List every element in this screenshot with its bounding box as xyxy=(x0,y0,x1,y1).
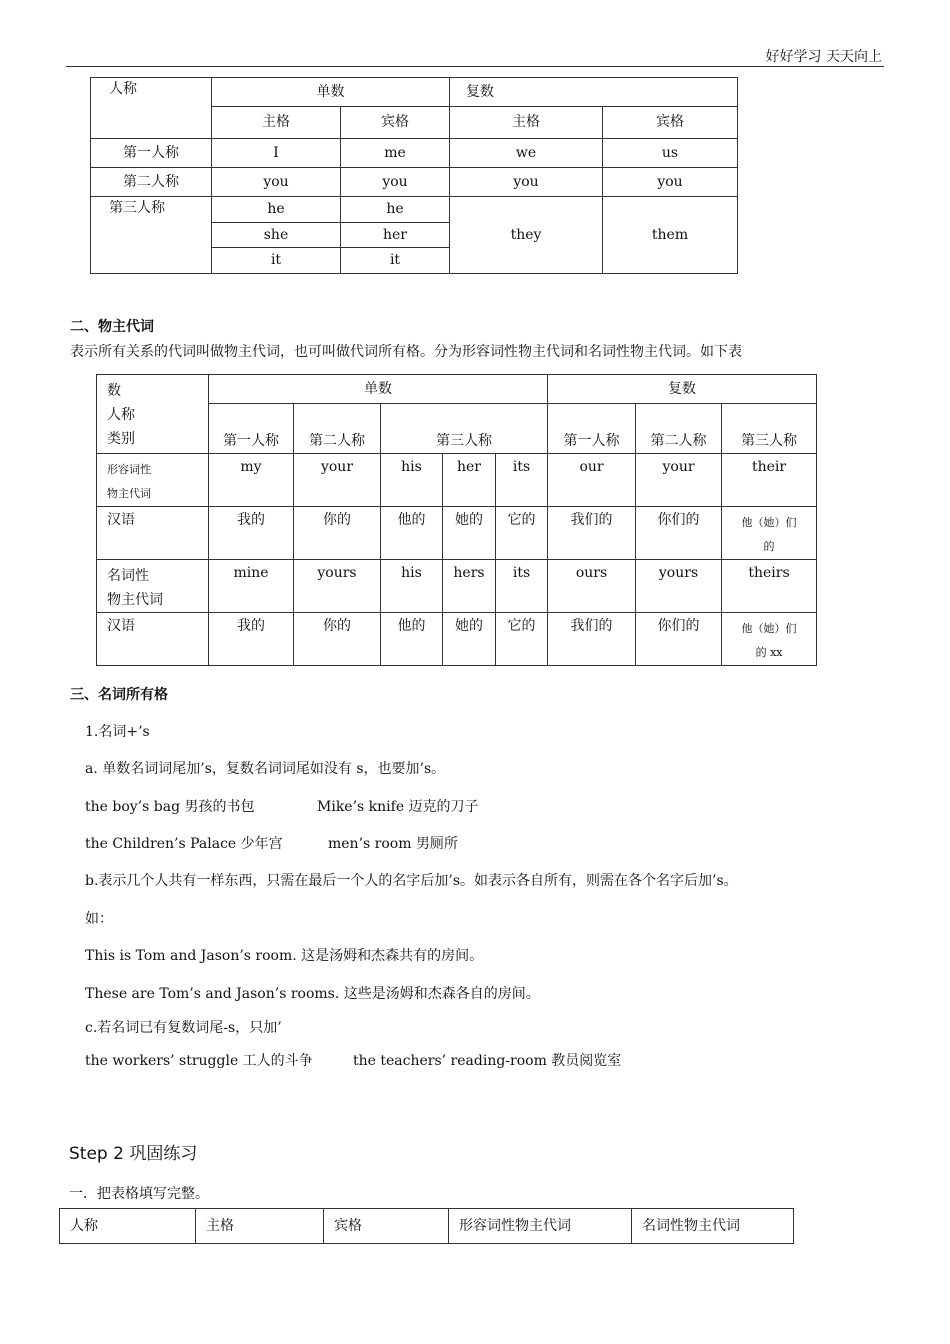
corner-label: 人称 xyxy=(107,407,135,423)
plural-header: 复数 xyxy=(548,375,817,404)
cell: its xyxy=(496,560,548,613)
row-label xyxy=(97,454,209,507)
cell: their xyxy=(722,454,817,507)
cell: mine xyxy=(209,560,294,613)
cell: 他的 xyxy=(381,613,443,666)
section-heading: 三、名词所有格 xyxy=(70,687,168,703)
cell: our xyxy=(548,454,636,507)
cell: 她的 xyxy=(443,613,496,666)
row-label: 第二人称 xyxy=(91,168,212,197)
singular-header: 单数 xyxy=(209,375,548,404)
row-label: 汉语 xyxy=(97,507,209,560)
cell: her xyxy=(443,454,496,507)
example: the workers’ struggle 工人的斗争 xyxy=(85,1053,313,1069)
step-title: Step 2 巩固练习 xyxy=(69,1144,198,1164)
cell: 它的 xyxy=(496,507,548,560)
cell: it xyxy=(341,248,450,274)
person-header: 第一人称 xyxy=(548,404,636,454)
exercise-header: 名词性物主代词 xyxy=(632,1209,794,1244)
table-row xyxy=(91,168,738,197)
cell: 你的 xyxy=(294,613,381,666)
singular-subj-header: 主格 xyxy=(212,107,341,139)
page-header: 好好学习 天天向上 xyxy=(765,49,882,65)
person-header: 第三人称 xyxy=(722,404,817,454)
corner-header: 人称 xyxy=(91,78,212,139)
singular-header: 单数 xyxy=(212,78,450,107)
paragraph: a. 单数名词词尾加’s，复数名词词尾如没有 s，也要加’s。 xyxy=(85,761,446,777)
task-instruction: 一．把表格填写完整。 xyxy=(69,1186,209,1202)
cell: 我的 xyxy=(209,613,294,666)
cell-line: 他（她）们 xyxy=(741,622,797,635)
table-row xyxy=(97,454,817,507)
cell: your xyxy=(636,454,722,507)
cell: ours xyxy=(548,560,636,613)
person-header: 第二人称 xyxy=(294,404,381,454)
cell: us xyxy=(603,139,738,168)
corner-label: 类别 xyxy=(107,431,135,447)
cell: 我们的 xyxy=(548,613,636,666)
exercise-header: 人称 xyxy=(60,1209,196,1244)
cell xyxy=(722,507,817,560)
cell: 你们的 xyxy=(636,507,722,560)
cell: he xyxy=(212,197,341,223)
cell: her xyxy=(341,223,450,248)
paragraph: 1.名词+’s xyxy=(85,724,150,740)
exercise-header: 宾格 xyxy=(324,1209,449,1244)
cell: his xyxy=(381,560,443,613)
possessive-pronoun-table xyxy=(96,374,817,666)
cell: yours xyxy=(294,560,381,613)
row-label xyxy=(97,560,209,613)
cell: 他的 xyxy=(381,507,443,560)
paragraph: 如： xyxy=(85,911,113,927)
paragraph: c.若名词已有复数词尾-s，只加’ xyxy=(85,1020,282,1036)
cell: 我的 xyxy=(209,507,294,560)
cell: they xyxy=(450,197,603,274)
row-label-line: 物主代词 xyxy=(107,487,151,500)
row-label-line: 形容词性 xyxy=(107,463,151,476)
cell: it xyxy=(212,248,341,274)
exercise-header: 主格 xyxy=(196,1209,324,1244)
example: Mike’s knife 迈克的刀子 xyxy=(317,799,479,815)
paragraph: These are Tom’s and Jason’s rooms. 这些是汤姆和杰森各自的房间。 xyxy=(85,986,540,1002)
cell: 她的 xyxy=(443,507,496,560)
paragraph: This is Tom and Jason’s room. 这是汤姆和杰森共有的房间。 xyxy=(85,948,484,964)
exercise-header: 形容词性物主代词 xyxy=(449,1209,632,1244)
cell: 我们的 xyxy=(548,507,636,560)
person-header: 第二人称 xyxy=(636,404,722,454)
cell: its xyxy=(496,454,548,507)
example: men’s room 男厕所 xyxy=(328,836,458,852)
table-row xyxy=(97,507,817,560)
row-label: 第一人称 xyxy=(91,139,212,168)
cell: me xyxy=(341,139,450,168)
singular-obj-header: 宾格 xyxy=(341,107,450,139)
cell: your xyxy=(294,454,381,507)
cell: 它的 xyxy=(496,613,548,666)
cell: theirs xyxy=(722,560,817,613)
personal-pronoun-table xyxy=(90,77,738,274)
cell-line: 的 xyxy=(763,540,775,553)
table-row xyxy=(97,560,817,613)
plural-header: 复数 xyxy=(450,78,738,107)
cell: she xyxy=(212,223,341,248)
cell: 你们的 xyxy=(636,613,722,666)
cell: he xyxy=(341,197,450,223)
section-heading: 二、物主代词 xyxy=(70,319,154,335)
cell: his xyxy=(381,454,443,507)
cell: you xyxy=(450,168,603,197)
cell: you xyxy=(603,168,738,197)
row-label: 汉语 xyxy=(97,613,209,666)
row-label-line: 物主代词 xyxy=(107,592,163,608)
corner-label: 数 xyxy=(107,383,121,399)
example: the boy’s bag 男孩的书包 xyxy=(85,799,255,815)
plural-subj-header: 主格 xyxy=(450,107,603,139)
example: the Children’s Palace 少年宫 xyxy=(85,836,283,852)
cell: I xyxy=(212,139,341,168)
table-row xyxy=(91,197,738,223)
header-divider xyxy=(66,66,884,67)
person-header: 第三人称 xyxy=(381,404,548,454)
cell: you xyxy=(341,168,450,197)
section-intro: 表示所有关系的代词叫做物主代词，也可叫做代词所有格。分为形容词性物主代词和名词性物主代词。如下表 xyxy=(70,344,742,360)
corner-header xyxy=(97,375,209,454)
cell: 你的 xyxy=(294,507,381,560)
table-row xyxy=(91,139,738,168)
cell: we xyxy=(450,139,603,168)
paragraph: b.表示几个人共有一样东西，只需在最后一个人的名字后加’s。如表示各自所有，则需在各个名字后加’s。 xyxy=(85,873,738,889)
plural-obj-header: 宾格 xyxy=(603,107,738,139)
cell-line: 的 xx xyxy=(755,646,783,659)
example: the teachers’ reading-room 教员阅览室 xyxy=(353,1053,622,1069)
table-row xyxy=(97,613,817,666)
person-header: 第一人称 xyxy=(209,404,294,454)
cell xyxy=(722,613,817,666)
cell-line: 他（她）们 xyxy=(741,516,797,529)
exercise-table xyxy=(59,1208,794,1244)
cell: them xyxy=(603,197,738,274)
row-label-line: 名词性 xyxy=(107,568,149,584)
cell: hers xyxy=(443,560,496,613)
row-label: 第三人称 xyxy=(91,197,212,274)
cell: my xyxy=(209,454,294,507)
cell: yours xyxy=(636,560,722,613)
cell: you xyxy=(212,168,341,197)
